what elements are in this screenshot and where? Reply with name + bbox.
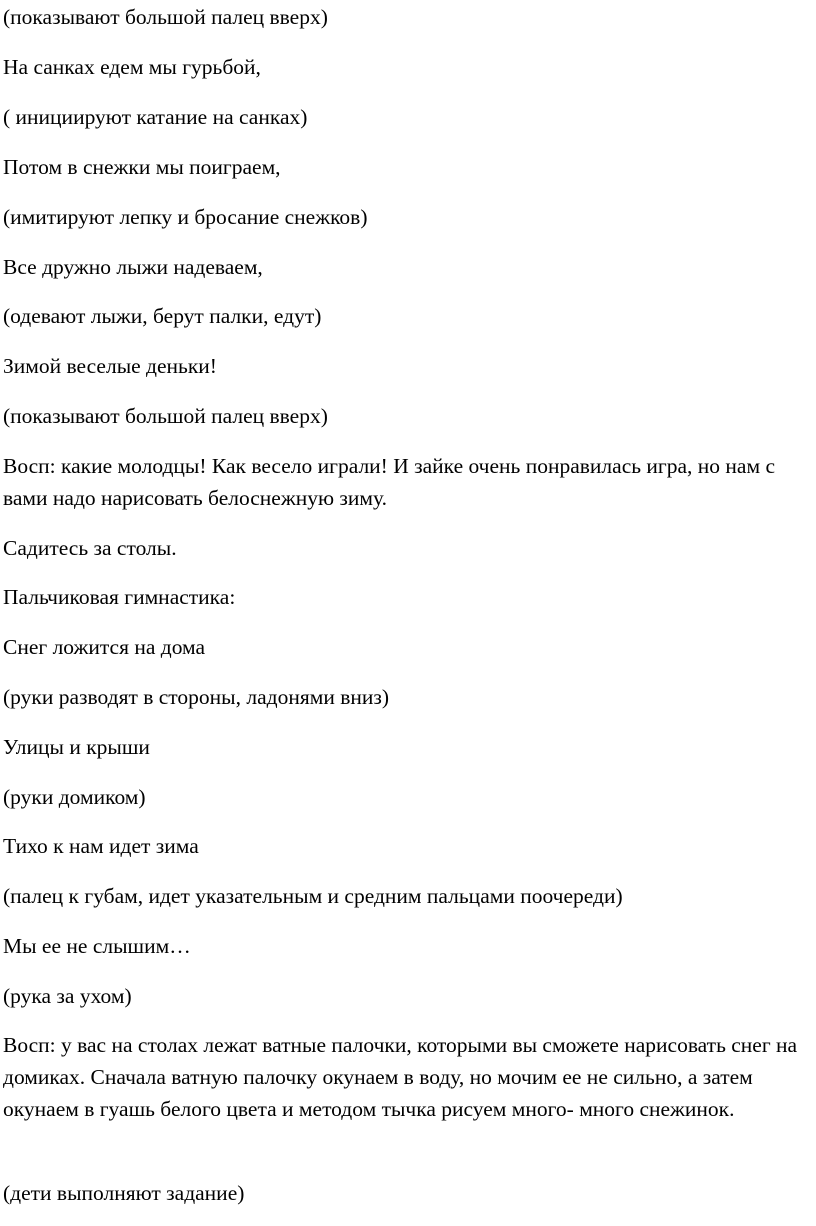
paragraph-21: Восп: у вас на столах лежат ватные палочки, которыми вы сможете нарисовать снег на домиках. Сначала ватную палочку окунаем в воду, но мочим ее не сильно, а затем окунаем в гуашь белого цвета и методом тычка рисуем много- много снежинок.: [3, 1033, 798, 1121]
paragraph-2: На санках едем мы гурьбой,: [3, 55, 261, 79]
paragraph-12: Пальчиковая гимнастика:: [3, 585, 236, 609]
paragraph-11: Садитесь за столы.: [3, 536, 177, 560]
paragraph-5: (имитируют лепку и бросание снежков): [3, 205, 368, 229]
paragraph-10: Восп: какие молодцы! Как весело играли! И зайке очень понравилась игра, но нам с вами надо нарисовать белоснежную зиму.: [3, 454, 775, 510]
paragraph-9: (показывают большой палец вверх): [3, 404, 328, 428]
paragraph-3: ( инициируют катание на санках): [3, 105, 308, 129]
paragraph-19: Мы ее не слышим…: [3, 934, 191, 958]
paragraph-1: (показывают большой палец вверх): [3, 5, 328, 29]
paragraph-17: Тихо к нам идет зима: [3, 834, 199, 858]
paragraph-13: Снег ложится на дома: [3, 635, 206, 659]
paragraph-6: Все дружно лыжи надеваем,: [3, 255, 263, 279]
paragraph-8: Зимой веселые деньки!: [3, 354, 217, 378]
paragraph-20: (рука за ухом): [3, 984, 132, 1008]
paragraph-16: (руки домиком): [3, 785, 146, 809]
paragraph-14: (руки разводят в стороны, ладонями вниз): [3, 685, 390, 709]
paragraph-7: (одевают лыжи, берут палки, едут): [3, 304, 322, 328]
paragraph-18: (палец к губам, идет указательным и средним пальцами поочереди): [3, 884, 623, 908]
paragraph-15: Улицы и крыши: [3, 735, 150, 759]
paragraph-4: Потом в снежки мы поиграем,: [3, 155, 281, 179]
paragraph-22: (дети выполняют задание): [3, 1181, 245, 1205]
